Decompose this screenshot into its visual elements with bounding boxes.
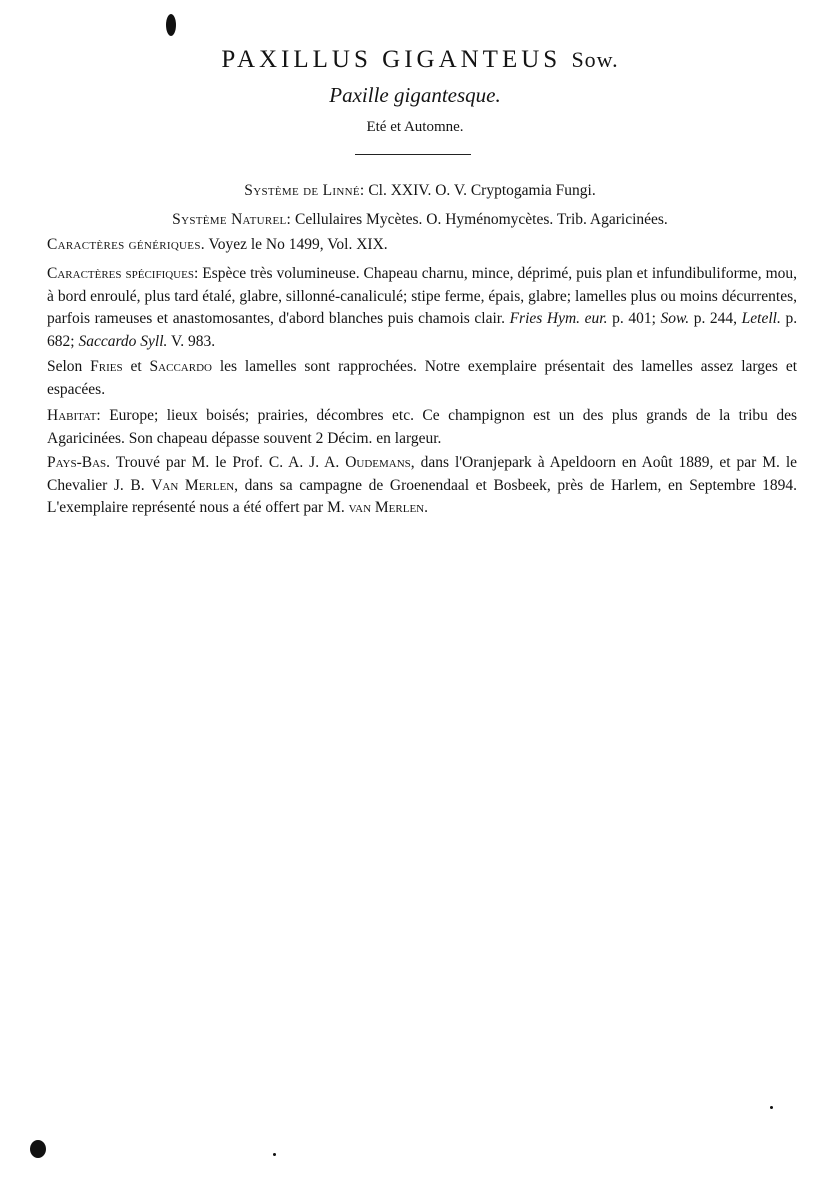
season-text: Eté et Automne. bbox=[366, 119, 464, 135]
naturel-label: Système Naturel: bbox=[172, 211, 292, 228]
ref-letell-page: p. 682; bbox=[47, 310, 798, 350]
selon-name-saccardo: Saccardo bbox=[149, 358, 212, 375]
ref-saccardo: Saccardo Syll. bbox=[78, 332, 168, 350]
ref-letell: Letell. bbox=[741, 310, 781, 327]
ref-fries: Fries Hym. eur. bbox=[509, 310, 608, 327]
paysbas-label: Pays-Bas. bbox=[47, 454, 111, 471]
ref-sow-page: p. 244, bbox=[693, 310, 738, 327]
naturel-text: Cellulaires Mycètes. O. Hyménomycètes. Trib. Agaricinées. bbox=[295, 211, 668, 228]
paysbas-text-4: . bbox=[424, 499, 428, 516]
page-subtitle: Paxille gigantesque. bbox=[329, 83, 501, 107]
paysbas-text-1: Trouvé par M. le Prof. C. A. J. A. bbox=[115, 454, 340, 471]
paysbas-name-oudemans: Oudemans bbox=[345, 454, 411, 471]
paysbas-text-2: , dans l'Oranjepark à Apeldoorn en Août 1889, et par M. le Chevalier J. B. bbox=[47, 454, 798, 494]
selon-mid: et bbox=[130, 358, 142, 375]
ink-speck bbox=[273, 1153, 276, 1156]
naturel-line bbox=[0, 209, 840, 231]
ink-speck bbox=[770, 1106, 773, 1109]
species-author: Sow. bbox=[571, 47, 619, 72]
specifiques-paragraph bbox=[47, 263, 797, 353]
specifiques-text: Espèce très volumineuse. Chapeau charnu, mince, déprimé, puis plan et infundibuliforme, mou, à bord enroulé, plus tard étalé, glabre, sillonné-canaliculé; stipe ferme, épais, glabre; lamelles plus ou moins décurrentes, parfois rameuses et anastomosantes, d'abord blanches puis chamois clair. bbox=[47, 265, 797, 327]
selon-pre: Selon bbox=[47, 358, 83, 375]
habitat-paragraph bbox=[47, 405, 797, 450]
paysbas-name-van-merlen-2: van Merlen bbox=[348, 499, 425, 516]
page-title bbox=[0, 44, 840, 76]
divider bbox=[355, 154, 471, 155]
habitat-text: Europe; lieux boisés; prairies, décombres etc. Ce champignon est un des plus grands de la tribu des Agaricinées. Son chapeau dépasse souvent 2 Décim. en largeur. bbox=[47, 407, 797, 447]
selon-text: les lamelles sont rapprochées. Notre exemplaire présentait des lamelles assez larges et espacées. bbox=[47, 358, 798, 398]
generiques-text: Voyez le No 1499, Vol. XIX. bbox=[208, 236, 388, 253]
ref-sow: Sow. bbox=[660, 310, 690, 327]
ink-speck bbox=[30, 1140, 46, 1158]
linne-label: Système de Linné: bbox=[244, 182, 365, 199]
paysbas-text-3: , dans sa campagne de Groenendaal et Bosbeek, près de Harlem, en Septembre 1894. L'exemplaire représenté nous a été offert par M. bbox=[47, 476, 798, 516]
ref-saccardo-page: V. 983. bbox=[171, 332, 216, 350]
generiques-line bbox=[47, 234, 388, 256]
specifiques-label: Caractères spécifiques: bbox=[47, 265, 199, 282]
selon-paragraph bbox=[47, 356, 797, 401]
ink-speck bbox=[166, 14, 176, 36]
linne-line bbox=[0, 180, 840, 202]
ref-fries-page: p. 401; bbox=[612, 310, 656, 327]
selon-name-fries: Fries bbox=[90, 358, 123, 375]
paysbas-paragraph bbox=[47, 452, 797, 520]
species-name: PAXILLUS GIGANTEUS bbox=[221, 46, 562, 73]
habitat-label: Habitat: bbox=[47, 407, 101, 424]
linne-text: Cl. XXIV. O. V. Cryptogamia Fungi. bbox=[368, 182, 596, 199]
paysbas-name-van-merlen: Van Merlen bbox=[151, 476, 235, 494]
generiques-label: Caractères génériques. bbox=[47, 236, 205, 253]
